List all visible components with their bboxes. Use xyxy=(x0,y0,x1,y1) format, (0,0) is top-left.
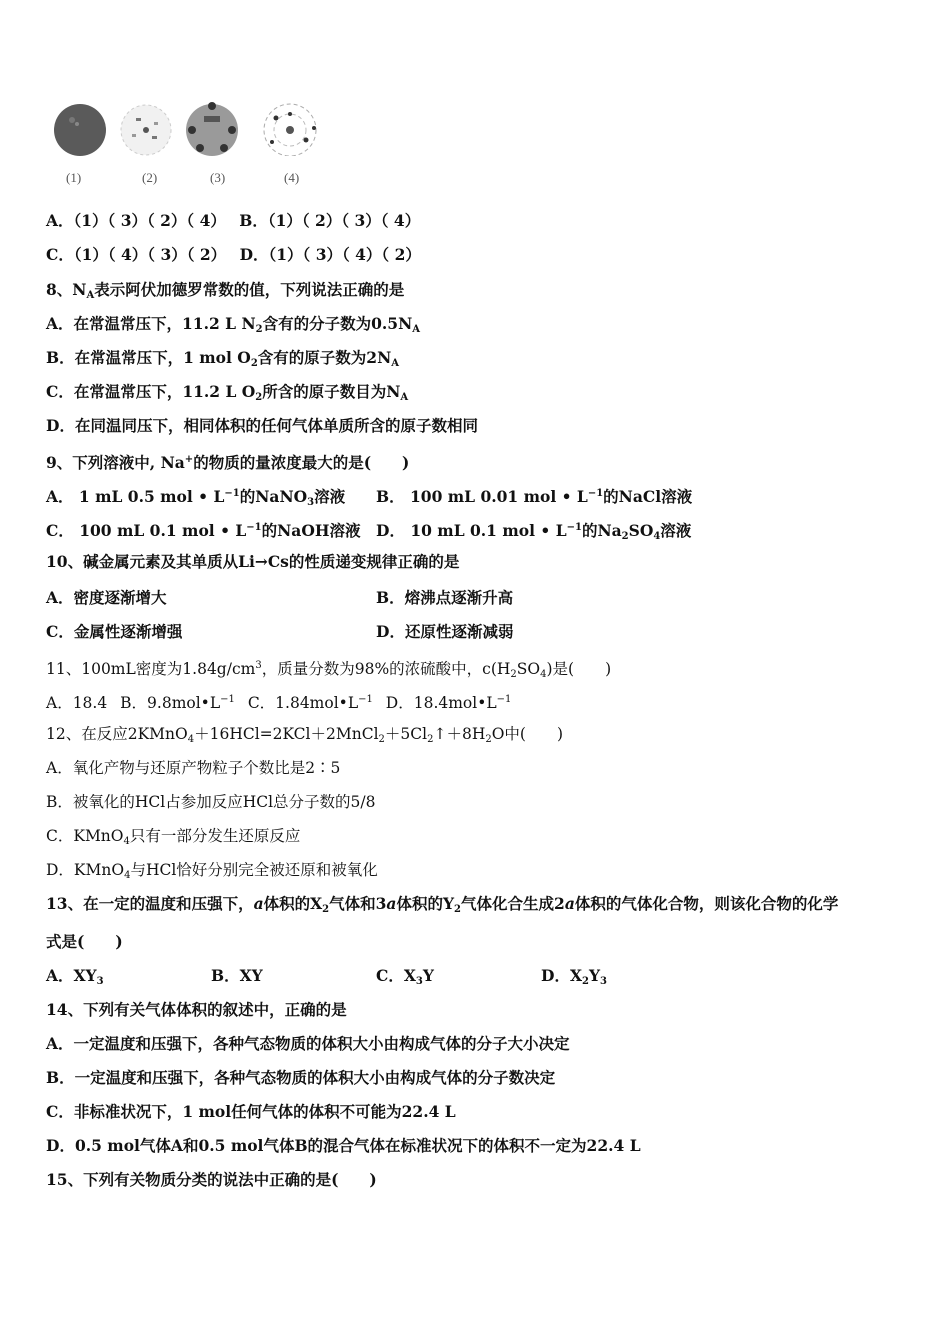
plum-pudding-model-image xyxy=(118,100,174,156)
q8-option-b: B．在常温常压下，1 mol $O_2$含有的原子数为$2N_A$ xyxy=(46,348,400,369)
q14-option-d: D．0.5 mol气体A和0.5 mol气体B的混合气体在标准状况下的体积不一定为22.4 L xyxy=(46,1136,641,1155)
q9-options-row-2 xyxy=(46,518,906,541)
q8-option-c: C．在常温常压下，11.2 L $O_2$所含的原子数目为$N_A$ xyxy=(46,382,409,403)
q10-options-row-2 xyxy=(46,622,906,642)
q14-option-c: C．非标准状况下，1 mol任何气体的体积不可能为22.4 L xyxy=(46,1102,456,1121)
q10-option-b: B．熔沸点逐渐升高 xyxy=(376,588,514,607)
q13-option-d: D．$X_2Y_3$ xyxy=(541,966,607,987)
q10-option-d: D．还原性逐渐减弱 xyxy=(376,622,514,641)
q9-option-c: C． 100 mL 0.1 mol • $L^{-1}$的NaOH溶液 xyxy=(46,521,361,540)
q13-option-a: A．$XY_3$ xyxy=(46,966,104,987)
q12-stem: 12、在反应$2KMnO_4+16HCl=2KCl+2MnCl_2+5Cl_2↑+8H_2O$中( ) xyxy=(46,725,564,745)
q8-option-d: D．在同温同压下，相同体积的任何气体单质所含的原子数相同 xyxy=(46,416,478,435)
q9-option-b: B． 100 mL 0.01 mol • $L^{-1}$的NaCl溶液 xyxy=(376,487,693,506)
q12-option-b: B．被氧化的HCl占参加反应HCl总分子数的5/8 xyxy=(46,793,376,811)
q11-option-d: D．$18.4mol•L^{-1}$ xyxy=(385,694,512,712)
q10-stem: 10、碱金属元素及其单质从Li→Cs的性质递变规律正确的是 xyxy=(46,552,460,571)
q11-option-c: C．$1.84mol•L^{-1}$ xyxy=(247,694,373,712)
q7-options-row-2 xyxy=(46,245,421,265)
figure-caption-3: (3) xyxy=(210,170,226,185)
q13-options xyxy=(46,966,906,992)
q7-option-d: D．（1）（ 3）（ 4）（ 2） xyxy=(239,245,421,264)
q14-option-a: A．一定温度和压强下，各种气态物质的体积大小由构成气体的分子大小决定 xyxy=(46,1034,570,1053)
q13-option-b: B．XY xyxy=(211,966,263,985)
q7-option-b: B．（1）（ 2）（ 3）（ 4） xyxy=(239,211,421,230)
q13-option-c: C．$X_3Y$ xyxy=(376,966,434,987)
q15-stem: 15、下列有关物质分类的说法中正确的是( ) xyxy=(46,1170,377,1189)
q9-option-d: D． 10 mL 0.1 mol • $L^{-1}$的$Na_2SO_4$溶液 xyxy=(376,521,692,542)
q8-stem: 8、$N_A$表示阿伏加德罗常数的值，下列说法正确的是 xyxy=(46,280,405,301)
q9-option-a: A． 1 mL 0.5 mol • $L^{-1}$的NaNO$_3$溶液 xyxy=(46,487,346,508)
figure-caption-1: (1) xyxy=(66,170,82,185)
atom-models-figure xyxy=(52,100,352,192)
q14-stem: 14、下列有关气体体积的叙述中，正确的是 xyxy=(46,1000,347,1019)
q12-option-a: A．氧化产物与还原产物粒子个数比是2∶5 xyxy=(46,759,341,777)
q7-option-c: C．（1）（ 4）（ 3）（ 2） xyxy=(46,245,227,264)
q7-option-a: A．（1）（ 3）（ 2）（ 4） xyxy=(46,211,226,230)
figure-caption-4: (4) xyxy=(284,170,300,185)
q11-option-b: B．$9.8mol•L^{-1}$ xyxy=(120,694,235,712)
q10-options-row-1 xyxy=(46,588,906,608)
q13-stem-line-1: 13、在一定的温度和压强下，a体积的$X_2$气体和3a体积的$Y_2$气体化合生成2a体积的气体化合物，则该化合物的化学 xyxy=(46,894,839,915)
figure-caption-2: (2) xyxy=(142,170,158,185)
q14-option-b: B．一定温度和压强下，各种气态物质的体积大小由构成气体的分子数决定 xyxy=(46,1068,556,1087)
q13-stem-line-2: 式是( ) xyxy=(46,932,123,951)
q12-option-c: C．KMnO$_4$只有一部分发生还原反应 xyxy=(46,827,301,847)
q8-option-a: A．在常温常压下，11.2 L $N_2$含有的分子数为$0.5N_A$ xyxy=(46,314,421,335)
solid-sphere-model-image xyxy=(52,100,108,156)
nuclear-model-image xyxy=(184,100,240,156)
q12-option-d: D．KMnO$_4$与HCl恰好分别完全被还原和被氧化 xyxy=(46,861,378,881)
q10-option-c: C．金属性逐渐增强 xyxy=(46,622,183,641)
q11-options xyxy=(46,690,511,713)
q10-option-a: A．密度逐渐增大 xyxy=(46,588,167,607)
q11-option-a: A．18.4 xyxy=(46,694,108,712)
q9-stem: 9、下列溶液中, Na+的物质的量浓度最大的是( ) xyxy=(46,453,410,472)
q7-options-row-1 xyxy=(46,211,420,231)
q11-stem: 11、100mL密度为$1.84g/cm^3$，质量分数为98%的浓硫酸中，$c(H_2SO_4)$是( ) xyxy=(46,660,612,680)
q9-options-row-1 xyxy=(46,484,906,513)
bohr-model-image xyxy=(262,100,318,156)
